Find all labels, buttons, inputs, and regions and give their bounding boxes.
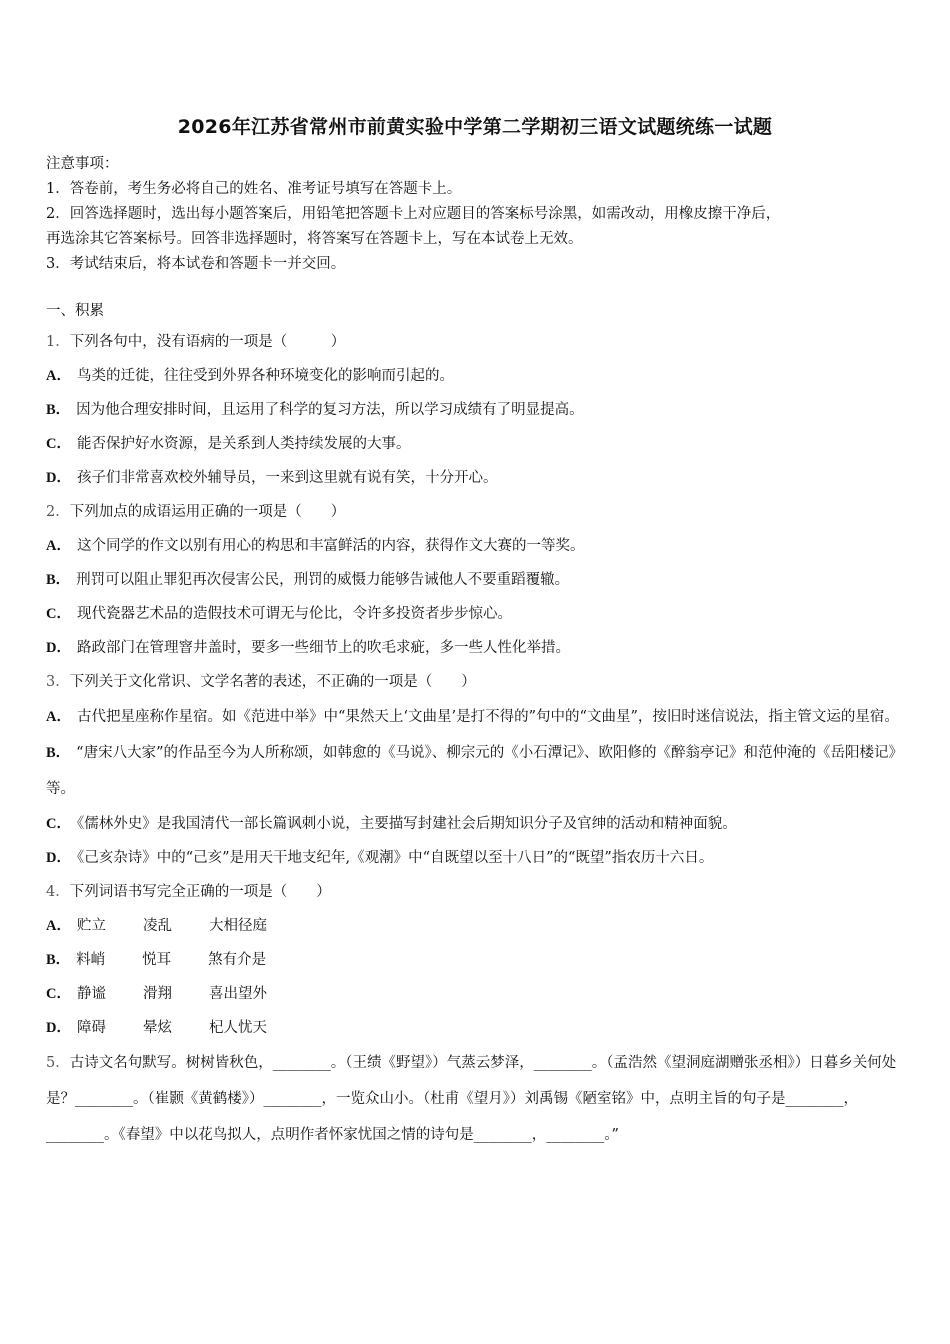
question-3-stem: 3．下列关于文化常识、文学名著的表述，不正确的一项是（ ） [46, 674, 476, 690]
notice-item: 3．考试结束后，将本试卷和答题卡一并交回。 [46, 256, 346, 272]
questions [46, 300, 910, 1153]
question-4-option-a: A． 贮立 凌乱 大相径庭 [46, 918, 267, 934]
question-3-option-d: D． 《己亥杂诗》中的“己亥”是用天干地支纪年,《观潮》中“自既望以至十八日”的“既望”指农历十六日。 [46, 850, 714, 866]
question-number: 5． [46, 1055, 70, 1071]
question-3-option-b: B． “唐宋八大家”的作品至今为人所称颂，如韩愈的《马说》、柳宗元的《小石潭记》、欧阳修的《醉翁亭记》和范仲淹的《岳阳楼记》等。 [46, 745, 903, 797]
question-number: 3． [46, 674, 70, 690]
question-2-option-c: C． 现代瓷器艺术品的造假技术可谓无与伦比，令许多投资者步步惊心。 [46, 606, 512, 622]
question-2-stem: 2．下列加点的成语运用正确的一项是（ ） [46, 504, 346, 520]
question-3-option-a: A． 古代把星座称作星宿。如《范进中举》中“果然天上‘文曲星’是打不得的”句中的“文曲星”，按旧时迷信说法，指主管文运的星宿。 [46, 709, 899, 725]
question-1-option-d: D． 孩子们非常喜欢校外辅导员，一来到这里就有说有笑，十分开心。 [46, 470, 498, 486]
notice-item: 2．回答选择题时，选出每小题答案后，用铅笔把答题卡上对应题目的答案标号涂黑，如需改动，用橡皮擦干净后， [46, 206, 781, 222]
question-number: 1． [46, 334, 70, 350]
question-4-option-c: C． 静谧 滑翔 喜出望外 [46, 986, 267, 1002]
question-4-stem: 4．下列词语书写完全正确的一项是（ ） [46, 884, 331, 900]
notice-item: 1．答卷前，考生务必将自己的姓名、准考证号填写在答题卡上。 [46, 181, 462, 197]
notice-item: 再选涂其它答案标号。回答非选择题时，将答案写在答题卡上，写在本试卷上无效。 [46, 231, 583, 247]
question-1-option-a: A． 鸟类的迁徙，往往受到外界各种环境变化的影响而引起的。 [46, 368, 454, 384]
question-5 [46, 1045, 910, 1153]
question-2-option-b: B． 刑罚可以阻止罪犯再次侵害公民，刑罚的威慑力能够告诫他人不要重蹈覆辙。 [46, 572, 570, 588]
question-5-text: 古诗文名句默写。树树皆秋色，________。（王绩《野望》）气蒸云梦泽，________。（孟浩然《望洞庭湖赠张丞相》）日暮乡关何处是？________。（崔颢《黄鹤楼》）________，一览众山小。（杜甫《望月》）刘禹锡《陋室铭》中，点明主旨的句子是________，________。《春望》中以花鸟拟人，点明作者怀家忧国之情的诗句是________，________。” [46, 1055, 897, 1143]
section-heading: 一、积累 [46, 303, 104, 319]
question-number: 4． [46, 884, 70, 900]
question-2-option-d: D． 路政部门在管理窨井盖时，要多一些细节上的吹毛求疵，多一些人性化举措。 [46, 640, 570, 656]
question-4-option-d: D． 障碍 晕炫 杞人忧天 [46, 1020, 267, 1036]
question-3-option-c: C． 《儒林外史》是我国清代一部长篇讽刺小说，主要描写封建社会后期知识分子及官绅的活动和精神面貌。 [46, 816, 737, 832]
page-title: 2026年江苏省常州市前黄实验中学第二学期初三语文试题统练一试题 [177, 116, 773, 138]
question-number: 2． [46, 504, 70, 520]
question-1-option-b: B． 因为他合理安排时间，且运用了科学的复习方法，所以学习成绩有了明显提高。 [46, 402, 584, 418]
notice-section [46, 152, 906, 277]
question-1-option-c: C． 能否保护好水资源，是关系到人类持续发展的大事。 [46, 436, 411, 452]
question-1-stem: 1．下列各句中，没有语病的一项是（ ） [46, 334, 346, 350]
question-4-option-b: B． 料峭 悦耳 煞有介是 [46, 952, 267, 968]
notice-heading: 注意事项： [46, 156, 119, 172]
question-2-option-a: A． 这个同学的作文以别有用心的构思和丰富鲜活的内容，获得作文大赛的一等奖。 [46, 538, 585, 554]
